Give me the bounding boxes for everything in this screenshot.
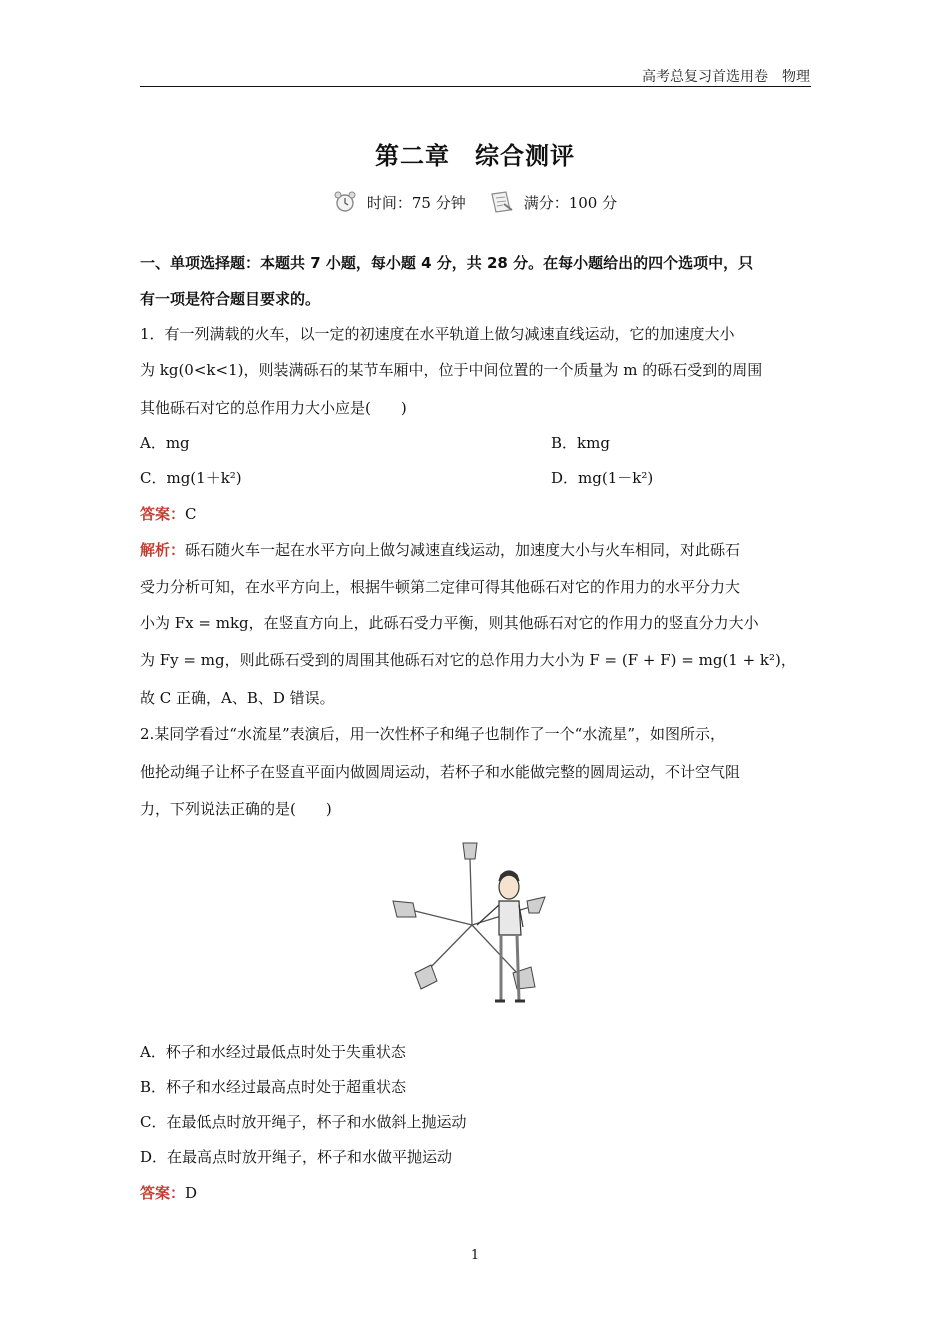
page-number: 1 [470, 1248, 480, 1263]
section-heading-line2: 有一项是符合题目要求的。 [140, 290, 321, 308]
q1-options-row2 [140, 468, 820, 488]
time-label: 时间：75 分钟 [366, 193, 466, 212]
score-paper-icon [488, 190, 514, 214]
student-figure-icon [477, 871, 525, 1001]
q2-option-a: A．杯子和水经过最低点时处于失重状态 [140, 1043, 406, 1061]
running-header: 高考总复习首选用卷 物理 [642, 69, 810, 85]
q1-answer-label: 答案： [140, 505, 186, 523]
q1-answer-value: C [185, 505, 197, 523]
q1-analysis-line1 [140, 540, 820, 560]
section-heading-line1: 一、单项选择题：本题共 7 小题，每小题 4 分，共 28 分。在每小题给出的四个选项中，只 [140, 254, 754, 272]
q1-option-b: B．kmg [551, 434, 610, 452]
q1-stem-line3: 其他砾石对它的总作用力大小应是( ) [140, 399, 407, 417]
q1-analysis-label: 解析： [140, 541, 186, 559]
q2-stem-line1: 2.某同学看过“水流星”表演后，用一次性杯子和绳子也制作了一个“水流星”，如图所示， [140, 725, 725, 743]
q1-analysis-line5: 故 C 正确，A、B、D 错误。 [140, 689, 335, 707]
water-meteor-figure [385, 835, 565, 1010]
q1-options-row1 [140, 433, 820, 453]
q1-answer [140, 504, 820, 524]
score-label: 满分：100 分 [523, 193, 618, 212]
q1-option-d: D．mg(1－k²) [551, 469, 654, 487]
exam-meta [0, 190, 950, 214]
cup-icon [393, 843, 545, 989]
q2-stem-line2: 他抡动绳子让杯子在竖直平面内做圆周运动，若杯子和水能做完整的圆周运动，不计空气阻 [140, 763, 741, 781]
alarm-clock-icon [333, 190, 357, 214]
q2-stem-line3: 力，下列说法正确的是( ) [140, 800, 332, 818]
q1-stem-line1: 1．有一列满载的火车，以一定的初速度在水平轨道上做匀减速直线运动，它的加速度大小 [140, 325, 735, 343]
q2-answer-label: 答案： [140, 1184, 186, 1202]
header-rule [140, 86, 811, 87]
q1-option-c: C．mg(1＋k²) [140, 469, 242, 487]
q1-analysis-line4: 为 Fy = mg，则此砾石受到的周围其他砾石对它的总作用力大小为 F = (F + F) = mg(1 + k²)， [140, 651, 796, 669]
q2-answer-value: D [185, 1184, 198, 1202]
page-title: 第二章 综合测评 [375, 142, 575, 170]
q1-analysis-line2: 受力分析可知，在水平方向上，根据牛顿第二定律可得其他砾石对它的作用力的水平分力大 [140, 578, 741, 596]
q1-stem-line2: 为 kg(0<k<1)，则装满砾石的某节车厢中，位于中间位置的一个质量为 m 的砾石受到的周围 [140, 361, 763, 379]
q1-analysis-line3: 小为 Fx = mkg，在竖直方向上，此砾石受力平衡，则其他砾石对它的作用力的竖直分力大小 [140, 614, 759, 632]
q2-answer [140, 1183, 820, 1203]
q1-analysis-text1: 砾石随火车一起在水平方向上做匀减速直线运动，加速度大小与火车相同，对此砾石 [185, 541, 741, 559]
q2-option-c: C．在最低点时放开绳子，杯子和水做斜上抛运动 [140, 1113, 467, 1131]
q1-option-a: A．mg [140, 434, 190, 452]
q2-option-b: B．杯子和水经过最高点时处于超重状态 [140, 1078, 407, 1096]
q2-option-d: D．在最高点时放开绳子，杯子和水做平抛运动 [140, 1148, 453, 1166]
